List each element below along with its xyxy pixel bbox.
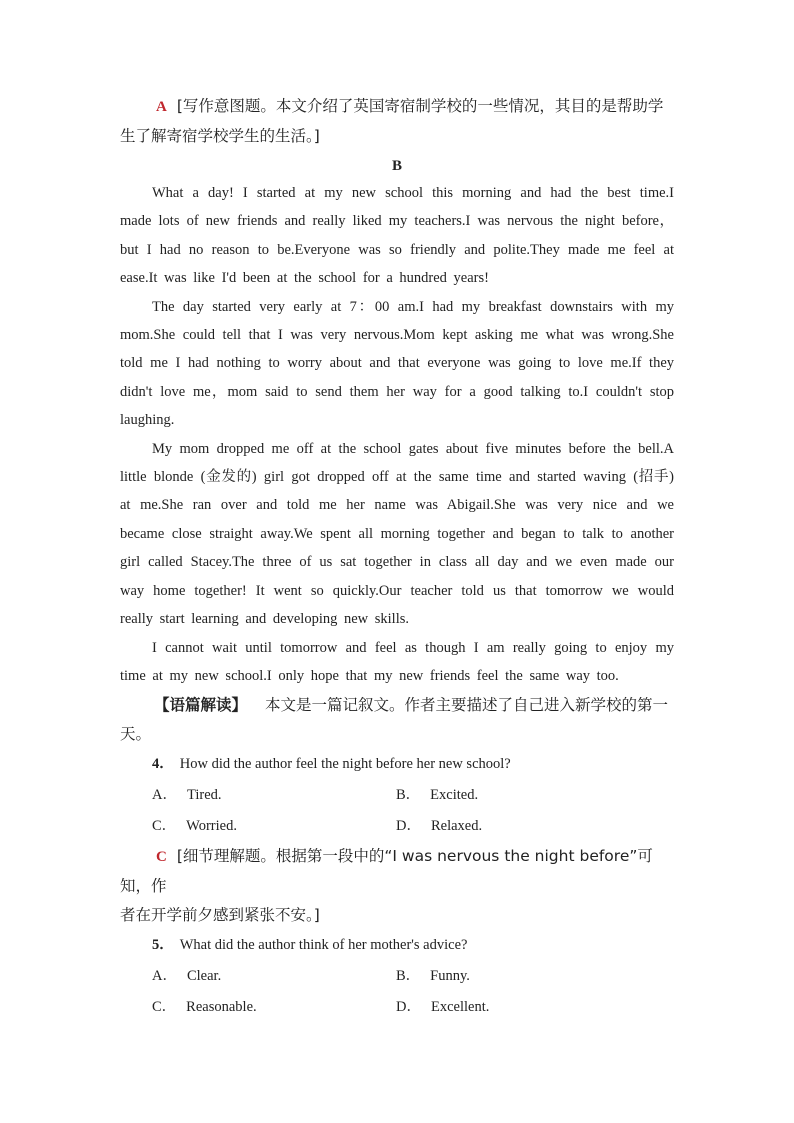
option-a: A． Tired. — [152, 787, 222, 804]
answer-letter: A — [156, 99, 167, 115]
reading-note-text: 本文是一篇记叙文。作者主要描述了自己进入新学校的第一 — [265, 696, 669, 715]
passage-paragraph-3: My mom dropped me off at the school gates about five minutes before the bell.A little blonde (金发的) girl got dropped off at the same time and started waving (招手) at me.She ran over and told me her name was Abigail.She was very nice and we became close straight away.We spent all morning together and began to talk to another girl called Stacey.The three of us sat together in class all day and we even made our way home together! It went so quickly.Our teacher told us that tomorrow we would really start learning and developing new skills. — [120, 440, 674, 628]
section-title: B — [391, 158, 402, 174]
option-b: B． Excited. — [396, 787, 479, 804]
question-text: How did the author feel the night before her new school? — [179, 756, 511, 773]
reading-note — [120, 690, 674, 720]
question-number: 5． — [152, 937, 174, 954]
passage-paragraph-4: I cannot wait until tomorrow and feel as though I am really going to enjoy my time at my new school.I only hope that my new friends feel the same way too. — [120, 639, 674, 684]
question-5 — [152, 930, 674, 961]
answer-a-line2: 生了解寄宿学校学生的生活。] — [120, 127, 320, 145]
option-d: D． Relaxed. — [396, 818, 483, 835]
question-text: What did the author think of her mother's advice? — [179, 937, 468, 954]
passage-paragraph-1: What a day! I started at my new school this morning and had the best time.I made lots of new friends and really liked my teachers.I was nervous the night before，but I had no reason to be.Everyone was so friendly and polite.They made me feel at ease.It was like I'd been at the school for a hundred years! — [120, 185, 674, 287]
reading-note-head: 【语篇解读】 — [154, 696, 248, 715]
explanation-line1: [细节理解题。根据第一段中的“I was nervous the night before”可知，作 — [120, 847, 653, 896]
question-4 — [152, 749, 674, 780]
option-b: B． Funny. — [396, 968, 470, 985]
question-4-explanation — [120, 842, 674, 901]
passage-paragraph-2: The day started very early at 7：00 am.I had my breakfast downstairs with my mom.She could tell that I was very nervous.Mom kept asking me what was wrong.She told me I had nothing to worry about and that everyone was going to love me.If they didn't love me，mom said to send them her way for a good talking to.I couldn't stop laughing. — [120, 298, 674, 429]
option-c: C． Worried. — [152, 818, 237, 835]
question-4-options — [152, 780, 674, 842]
question-number: 4． — [152, 756, 174, 773]
option-d: D． Excellent. — [396, 999, 490, 1016]
reading-note-text2: 天。 — [120, 725, 152, 744]
answer-letter: C — [156, 849, 167, 866]
document-page — [120, 92, 674, 1023]
answer-a-explanation — [120, 92, 674, 122]
answer-a-line1: [写作意图题。本文介绍了英国寄宿制学校的一些情况，其目的是帮助学 — [176, 97, 664, 115]
question-5-options — [152, 961, 674, 1023]
explanation-line2: 者在开学前夕感到紧张不安。] — [120, 906, 320, 925]
option-c: C． Reasonable. — [152, 999, 257, 1016]
option-a: A． Clear. — [152, 968, 222, 985]
